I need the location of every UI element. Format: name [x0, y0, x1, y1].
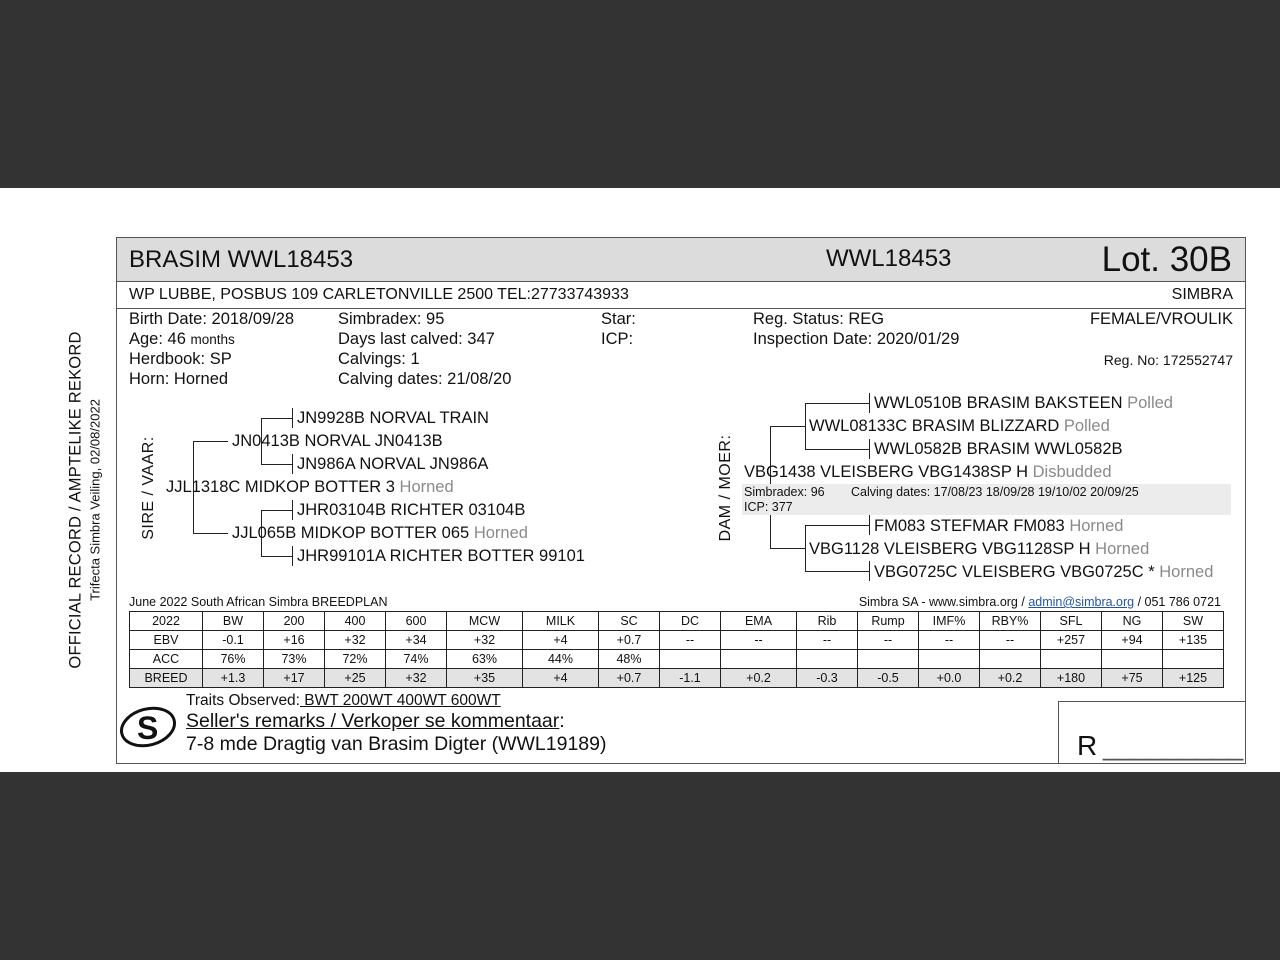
remarks-colon: : [559, 710, 565, 732]
ebv-header-cell: RBY% [980, 612, 1041, 631]
remarks-heading [186, 710, 565, 733]
inspection-date: Inspection Date: 2020/01/29 [753, 330, 960, 348]
ebv-cell [721, 650, 797, 669]
ebv-table [129, 611, 1224, 688]
ebv-cell: +16 [264, 631, 325, 650]
sire-sire-dam: JN986A NORVAL JN986A [297, 455, 489, 473]
dam-dam [809, 540, 1149, 559]
ebv-cell [1041, 650, 1102, 669]
dam-sire-bracket [805, 403, 806, 449]
ebv-header-cell: 2022 [130, 612, 203, 631]
dam-dam-bracket [805, 525, 806, 571]
ebv-cell: +0.2 [721, 669, 797, 688]
dam-label: DAM / MOER: [717, 434, 734, 542]
title-bar [117, 238, 1245, 282]
ebv-cell: +125 [1163, 669, 1224, 688]
dam-sire-dam: WWL0582B BRASIM WWL0582B [874, 440, 1123, 458]
ebv-cell: 76% [203, 650, 264, 669]
ebv-cell [1163, 650, 1224, 669]
ebv-cell: 74% [386, 650, 447, 669]
age-line [129, 330, 235, 349]
owner-bar [117, 282, 1245, 309]
ebv-header-cell: SFL [1041, 612, 1102, 631]
remarks-label: Seller's remarks / Verkoper se kommentaar [186, 710, 560, 732]
ebv-row [130, 631, 1224, 650]
ebv-cell: +0.2 [980, 669, 1041, 688]
icp: ICP: [601, 330, 634, 348]
ebv-header-cell: IMF% [919, 612, 980, 631]
ebv-header-cell: NG [1102, 612, 1163, 631]
sire-connector [261, 418, 292, 419]
ebv-header-cell: 400 [325, 612, 386, 631]
ebv-cell: +35 [447, 669, 523, 688]
sire-tick [292, 500, 293, 520]
sire-dam-dam: JHR99101A RICHTER BOTTER 99101 [297, 547, 585, 565]
traits-value: BWT 200WT 400WT 600WT [300, 692, 501, 709]
email-link[interactable]: admin@simbra.org [1028, 595, 1135, 609]
ebv-cell: -0.5 [858, 669, 919, 688]
ebv-header-cell: 200 [264, 612, 325, 631]
herdbook: Herdbook: SP [129, 350, 232, 368]
ebv-row [130, 669, 1224, 688]
dam-tick [869, 439, 870, 459]
sire-connector [193, 533, 228, 534]
dam-dam-sire-horn: Horned [1069, 517, 1124, 535]
ebv-cell: +75 [1102, 669, 1163, 688]
sire-dam [232, 524, 528, 543]
sire-label: SIRE / VAAR: [140, 436, 157, 540]
ebv-header-cell: SW [1163, 612, 1224, 631]
ebv-header-cell: DC [660, 612, 721, 631]
sire-tick [292, 546, 293, 566]
ebv-cell: +34 [386, 631, 447, 650]
dam-connector [805, 525, 869, 526]
dam-dam-dam-text: VBG0725C VLEISBERG VBG0725C * [874, 563, 1155, 581]
ebv-header-cell: 600 [386, 612, 447, 631]
ebv-row [130, 650, 1224, 669]
ebv-cell: -- [660, 631, 721, 650]
ebv-cell: +94 [1102, 631, 1163, 650]
traits-label: Traits Observed: [186, 692, 300, 709]
days-last-calved: Days last calved: 347 [338, 330, 495, 348]
ebv-header-cell: MCW [447, 612, 523, 631]
sire-dam-text: JJL065B MIDKOP BOTTER 065 [232, 524, 470, 542]
sex: FEMALE/VROULIK [1089, 310, 1233, 328]
ebv-header-cell: Rib [797, 612, 858, 631]
breedplan-source [859, 595, 1221, 609]
ebv-cell [919, 650, 980, 669]
ebv-cell: -1.1 [660, 669, 721, 688]
ebv-cell: +0.0 [919, 669, 980, 688]
ebv-cell: +25 [325, 669, 386, 688]
dam-dam-sire [874, 517, 1123, 536]
sire-tick [292, 454, 293, 474]
ebv-cell: -- [919, 631, 980, 650]
reg-status: Reg. Status: REG [753, 310, 885, 328]
auction-label: Trifecta Simbra Veiling, 02/08/2022 [87, 399, 103, 601]
dam-connector [770, 548, 805, 549]
sire-dam-horn: Horned [473, 524, 528, 542]
sire-connector [261, 556, 292, 557]
animal-code: WWL18453 [826, 245, 952, 272]
ebv-cell: -- [980, 631, 1041, 650]
ebv-cell: -- [797, 631, 858, 650]
dam-sire-horn: Polled [1063, 417, 1110, 435]
ebv-cell: +0.7 [599, 669, 660, 688]
ebv-cell [1102, 650, 1163, 669]
ebv-header-cell: SC [599, 612, 660, 631]
logo-letter: S [137, 710, 159, 746]
sire-tick [292, 408, 293, 428]
breed-name: SIMBRA [1171, 286, 1233, 303]
owner-address: WP LUBBE, POSBUS 109 CARLETONVILLE 2500 TEL:27733743933 [129, 286, 629, 303]
ebv-cell: +1.3 [203, 669, 264, 688]
age-unit: months [190, 332, 235, 347]
dam-tick [869, 561, 870, 581]
dam-connector [770, 426, 805, 427]
ebv-cell: -0.3 [797, 669, 858, 688]
ebv-row [130, 612, 1224, 631]
sire-connector [193, 441, 228, 442]
ebv-cell: -- [858, 631, 919, 650]
source-text: Simbra SA - www.simbra.org / [858, 595, 1025, 609]
dam-dam-sire-text: FM083 STEFMAR FM083 [874, 517, 1065, 535]
ebv-cell: +32 [447, 631, 523, 650]
sire-connector [261, 464, 292, 465]
ebv-header-cell: Rump [858, 612, 919, 631]
ebv-cell: +180 [1041, 669, 1102, 688]
ebv-cell: 48% [599, 650, 660, 669]
ebv-cell: +32 [386, 669, 447, 688]
dam-dam-dam-horn: Horned [1159, 563, 1214, 581]
ebv-cell [797, 650, 858, 669]
ebv-cell: 73% [264, 650, 325, 669]
price-blank: _________ [1103, 730, 1244, 761]
traits-line [186, 692, 501, 710]
dam-connector [805, 403, 869, 404]
dam-calving-dates: Calving dates: 17/08/23 18/09/28 19/10/02 20/09/25 [851, 485, 1139, 499]
remarks-text: 7-8 mde Dragtig van Brasim Digter (WWL19189) [186, 733, 607, 755]
ebv-cell: +0.7 [599, 631, 660, 650]
price-label: R [1077, 730, 1098, 761]
ebv-cell: +4 [523, 631, 599, 650]
star: Star: [601, 310, 636, 328]
dam-dam-dam [874, 563, 1213, 582]
calvings: Calvings: 1 [338, 350, 420, 368]
dam-simbradex: Simbradex: 96 [744, 485, 825, 499]
dam-detail-box [742, 484, 1231, 515]
dam-tick [869, 515, 870, 535]
dam-dam-horn: Horned [1095, 540, 1150, 558]
sire-sire-sire: JN9928B NORVAL TRAIN [297, 409, 489, 427]
sire-connector [261, 510, 292, 511]
dam-sire [809, 417, 1110, 436]
dam-sire-text: WWL08133C BRASIM BLIZZARD [809, 417, 1060, 435]
sire-dam-sire: JHR03104B RICHTER 03104B [297, 501, 526, 519]
ebv-cell: ACC [130, 650, 203, 669]
dam-connector [805, 571, 869, 572]
sire-name [166, 478, 454, 497]
ebv-cell: +135 [1163, 631, 1224, 650]
sire-sire: JN0413B NORVAL JN0413B [232, 432, 443, 450]
birth-date: Birth Date: 2018/09/28 [129, 310, 295, 328]
ebv-cell [660, 650, 721, 669]
dam-sire-sire [874, 394, 1173, 413]
horn-status: Horn: Horned [129, 370, 229, 388]
dam-name [744, 463, 1112, 482]
ebv-cell: 44% [523, 650, 599, 669]
ebv-cell [858, 650, 919, 669]
dam-sire-sire-text: WWL0510B BRASIM BAKSTEEN [874, 394, 1123, 412]
simbra-logo [118, 704, 188, 750]
dam-dam-text: VBG1128 VLEISBERG VBG1128SP H [809, 540, 1091, 558]
age: Age: 46 [129, 330, 186, 348]
sire-horn: Horned [399, 478, 454, 496]
ebv-header-cell: MILK [523, 612, 599, 631]
ebv-cell: EBV [130, 631, 203, 650]
official-record-label: OFFICIAL RECORD / AMPTELIKE REKORD [66, 331, 85, 669]
reg-number: Reg. No: 172552747 [1103, 352, 1233, 368]
dam-horn: Disbudded [1032, 463, 1112, 481]
ebv-cell: -- [721, 631, 797, 650]
ebv-header-cell: BW [203, 612, 264, 631]
animal-name: BRASIM WWL18453 [129, 246, 354, 273]
phone-text: / 051 786 0721 [1137, 595, 1221, 609]
ebv-cell: 72% [325, 650, 386, 669]
ebv-cell: BREED [130, 669, 203, 688]
breedplan-title: June 2022 South African Simbra BREEDPLAN [129, 595, 388, 609]
ebv-cell: +257 [1041, 631, 1102, 650]
calving-dates: Calving dates: 21/08/20 [338, 370, 512, 388]
ebv-cell: -0.1 [203, 631, 264, 650]
dam-icp: ICP: 377 [744, 500, 793, 514]
dam-sire-sire-horn: Polled [1127, 394, 1173, 412]
ebv-cell: +32 [325, 631, 386, 650]
ebv-cell: +17 [264, 669, 325, 688]
ebv-cell: 63% [447, 650, 523, 669]
dam-connector [805, 449, 869, 450]
dam-tick [869, 393, 870, 413]
ebv-cell: +4 [523, 669, 599, 688]
dam-name-text: VBG1438 VLEISBERG VBG1438SP H [744, 463, 1029, 481]
simbradex: Simbradex: 95 [338, 310, 445, 328]
ebv-cell [980, 650, 1041, 669]
price-box [1058, 701, 1246, 764]
lot-number: Lot. 30B [1101, 240, 1232, 279]
sire-name-text: JJL1318C MIDKOP BOTTER 3 [166, 478, 395, 496]
ebv-header-cell: EMA [721, 612, 797, 631]
